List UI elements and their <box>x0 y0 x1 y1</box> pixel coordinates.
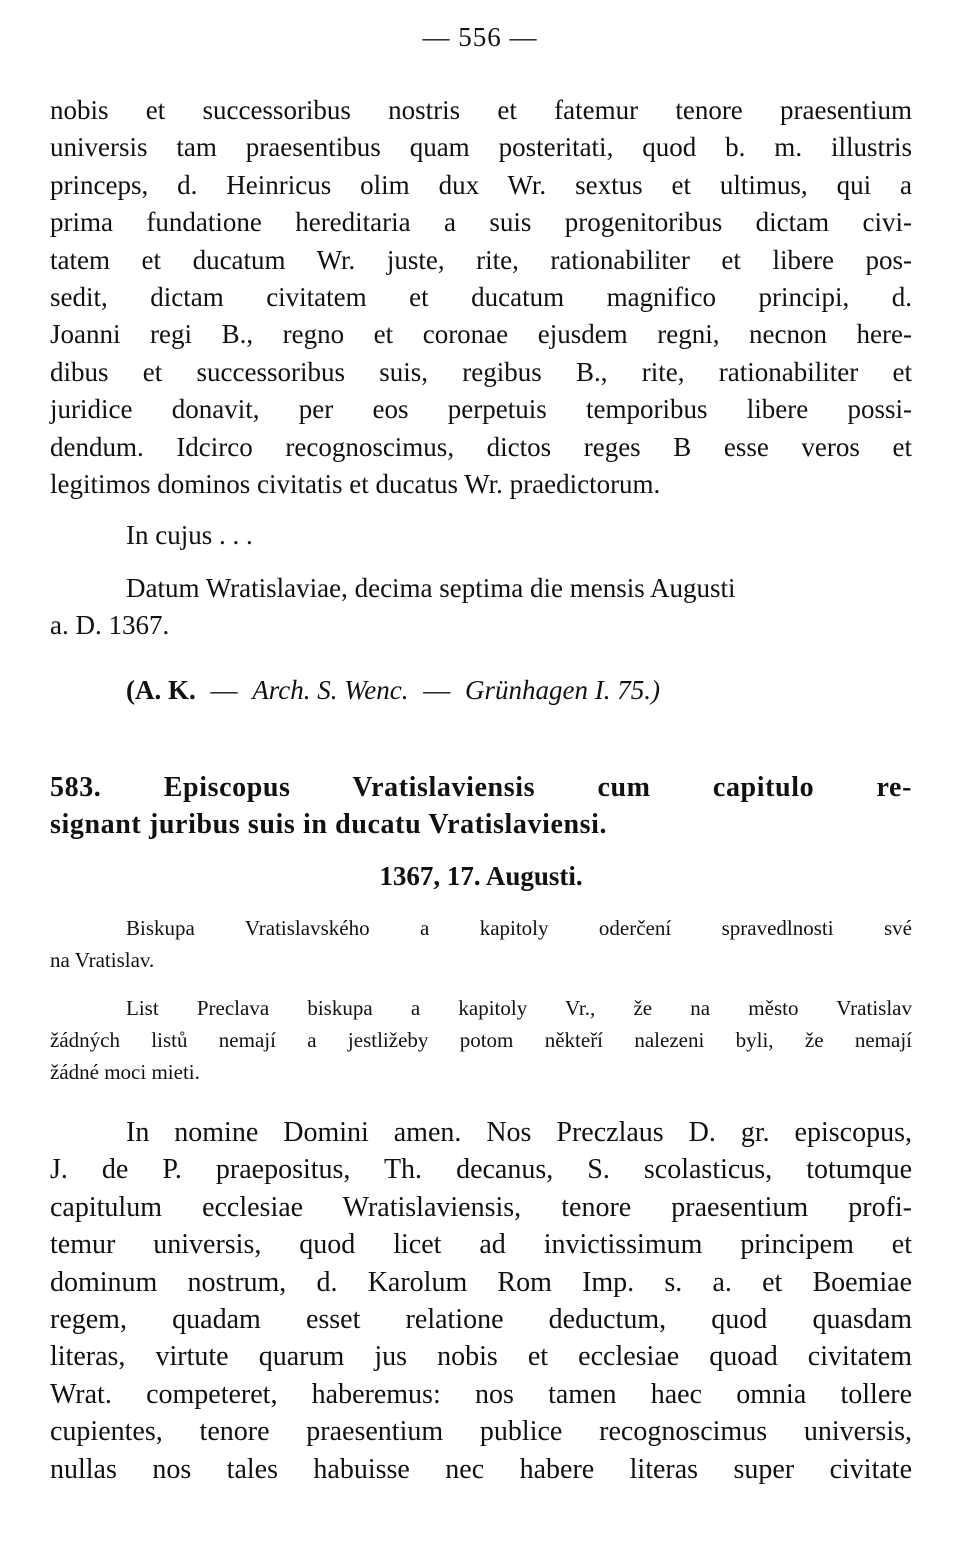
page-number: — 556 — <box>422 22 538 52</box>
heading-line: 583. Episcopus Vratislaviensis cum capitulo re- <box>50 772 912 803</box>
body-line: nullas nos tales habuisse nec habere literas super civitate <box>50 1453 912 1485</box>
datum-year-line: a. D. 1367. <box>50 610 170 641</box>
charter-body <box>50 1114 912 1488</box>
czech-summary-line: žádné moci mieti. <box>50 1060 200 1084</box>
continued-charter-text <box>50 92 912 503</box>
source-dash: — <box>210 675 238 705</box>
czech-summary-line: List Preclava biskupa a kapitoly Vr., že na město Vratislav <box>126 996 912 1020</box>
text-line: nobis et successoribus nostris et fatemur tenore praesentium <box>50 95 912 125</box>
body-line: capitulum ecclesiae Wratislaviensis, tenore praesentium profi- <box>50 1191 912 1223</box>
datum-line: Datum Wratislaviae, decima septima die mensis Augusti <box>126 573 736 603</box>
czech-summary <box>50 992 912 1088</box>
text-line: prima fundatione hereditaria a suis progenitoribus dictam civi- <box>50 207 912 238</box>
source-dash: — <box>423 675 451 705</box>
dating-clause <box>50 570 912 645</box>
body-line: regem, quadam esset relatione deductum, quod quasdam <box>50 1304 912 1336</box>
czech-title-line: Biskupa Vratislavského a kapitoly oderčení spravedlnosti své <box>126 916 912 940</box>
source-ak: (A. K. <box>126 675 196 705</box>
formula-in-cujus <box>50 517 912 554</box>
heading-line: signant juribus suis in ducatu Vratislaviensi. <box>50 809 608 840</box>
document-heading <box>50 769 912 843</box>
text-line: legitimos dominos civitatis et ducatus Wr. praedictorum. <box>50 469 661 500</box>
text-line: universis tam praesentibus quam posteritati, quod b. m. illustris <box>50 132 912 163</box>
document-date <box>50 858 912 895</box>
text-line: tatem et ducatum Wr. juste, rite, rationabiliter et libere pos- <box>50 244 912 275</box>
czech-title-line: na Vratislav. <box>50 948 155 972</box>
text-line: sedit, dictam civitatem et ducatum magnifico principi, d. <box>50 282 912 313</box>
body-line: dominum nostrum, d. Karolum Rom Imp. s. a. et Boemiae <box>50 1266 912 1298</box>
body-line: temur universis, quod licet ad invictissimum principem et <box>50 1229 912 1261</box>
body-line: J. de P. praepositus, Th. decanus, S. scolasticus, totumque <box>50 1154 912 1186</box>
in-cujus-line: In cujus . . . <box>126 520 253 550</box>
source-gruenhagen: Grünhagen I. 75.) <box>464 675 660 705</box>
date-line: 1367, 17. Augusti. <box>379 861 583 891</box>
body-line: cupientes, tenore praesentium publice recognoscimus universis, <box>50 1416 912 1448</box>
text-line: juridice donavit, per eos perpetuis temporibus libere possi- <box>50 394 912 425</box>
text-line: princeps, d. Heinricus olim dux Wr. sextus et ultimus, qui a <box>50 169 912 200</box>
source-arch: Arch. S. Wenc. <box>252 675 409 705</box>
czech-summary-line: žádných listů nemají a jestližeby potom někteří nalezeni byli, že nemají <box>50 1028 912 1052</box>
text-line: dibus et successoribus suis, regibus B., rite, rationabiliter et <box>50 356 912 387</box>
body-line: In nomine Domini amen. Nos Preczlaus D. gr. episcopus, <box>126 1117 912 1148</box>
czech-title <box>50 912 912 976</box>
text-line: Joanni regi B., regno et coronae ejusdem regni, necnon here- <box>50 319 912 350</box>
text-line: dendum. Idcirco recognoscimus, dictos reges B esse veros et <box>50 431 912 462</box>
body-line: Wrat. competeret, haberemus: nos tamen haec omnia tollere <box>50 1378 912 1410</box>
body-line: literas, virtute quarum jus nobis et ecclesiae quoad civitatem <box>50 1341 912 1373</box>
source-citation <box>50 672 912 709</box>
